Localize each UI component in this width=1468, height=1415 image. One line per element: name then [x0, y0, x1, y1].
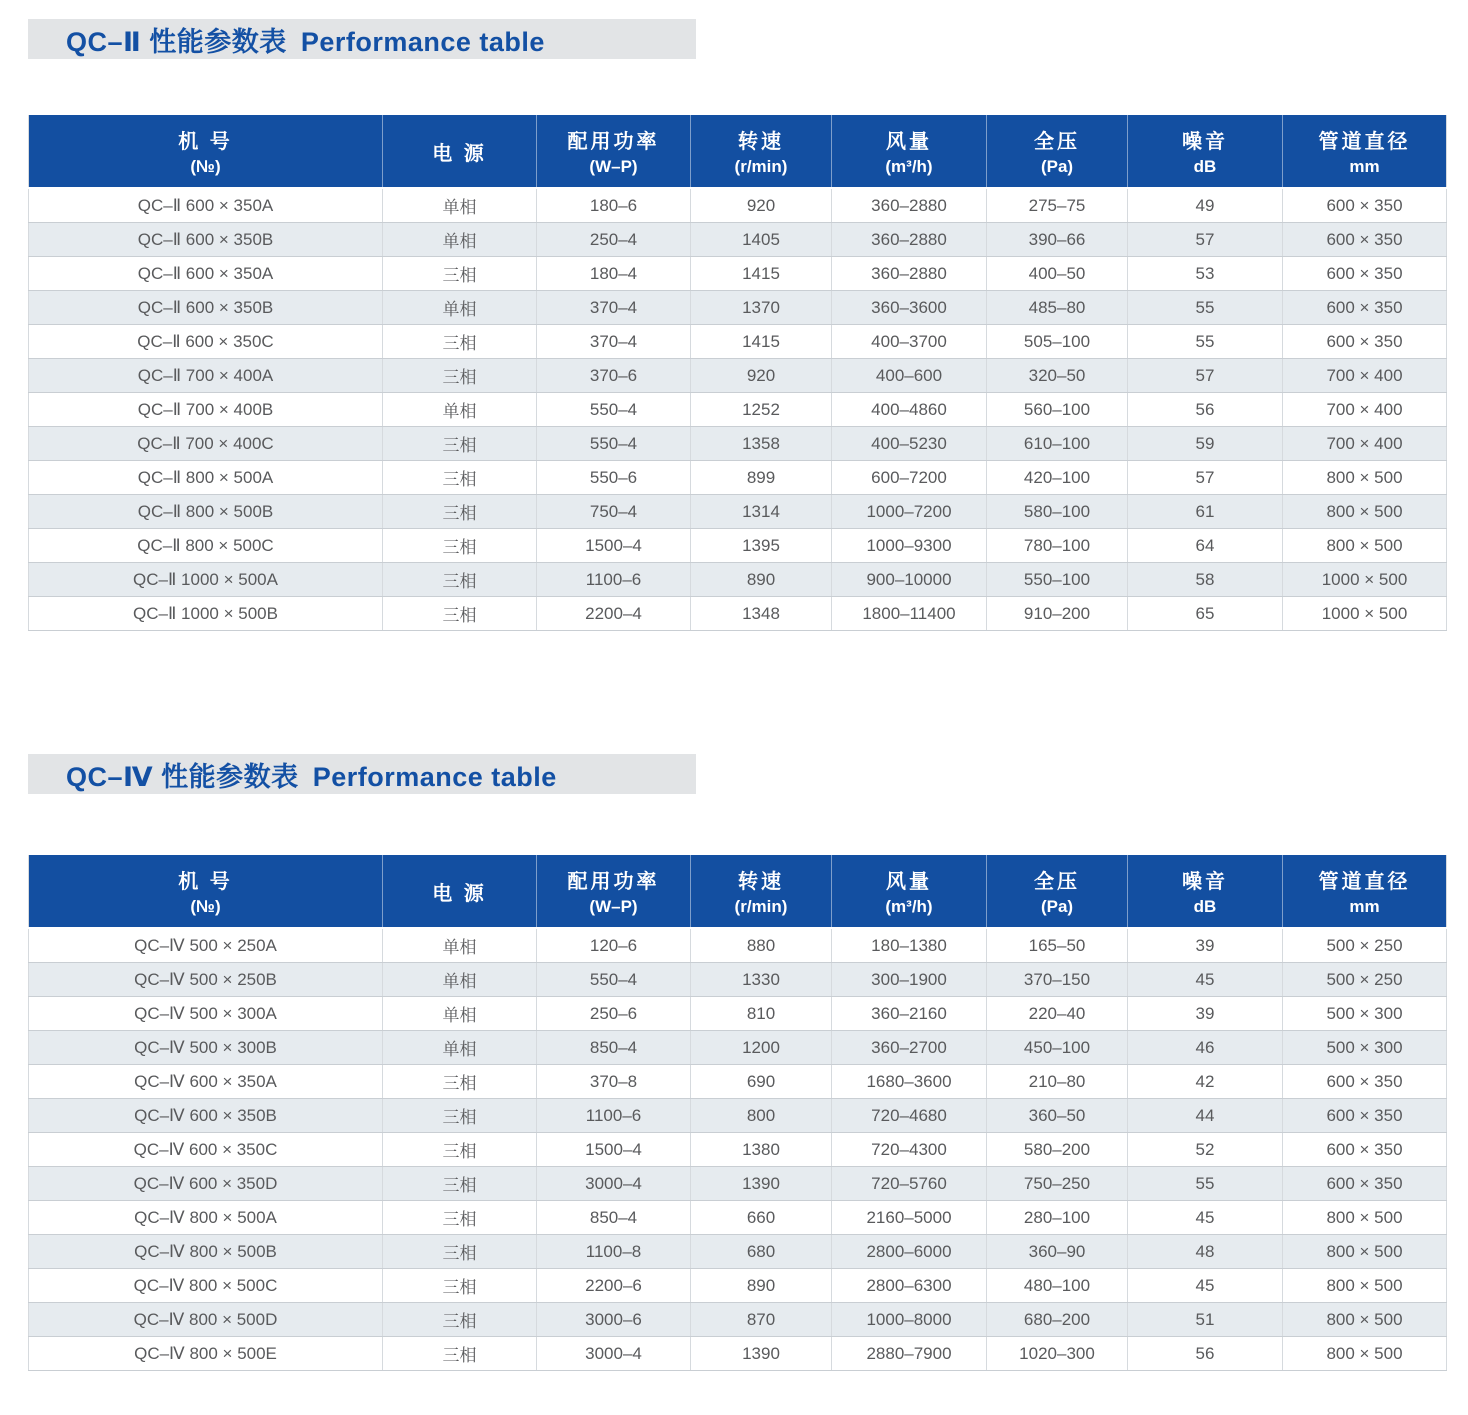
table-cell: QC–Ⅳ 800 × 500C	[29, 1269, 383, 1303]
table-row	[29, 928, 1447, 963]
table-cell: 单相	[383, 997, 537, 1031]
table-cell: 3000–4	[537, 1167, 691, 1201]
table-cell: 450–100	[987, 1031, 1128, 1065]
table-row	[29, 188, 1447, 223]
table-cell: 370–4	[537, 325, 691, 359]
table-cell: 250–4	[537, 223, 691, 257]
table-cell: 180–1380	[832, 928, 987, 963]
column-header: 配用功率 (W–P)	[537, 855, 691, 928]
table-cell: 49	[1128, 188, 1283, 223]
table-cell: 600 × 350	[1283, 325, 1447, 359]
table-cell: 1390	[691, 1337, 832, 1371]
column-header: 全压 (Pa)	[987, 855, 1128, 928]
table-cell: 360–3600	[832, 291, 987, 325]
table-cell: QC–Ⅳ 600 × 350C	[29, 1133, 383, 1167]
table-cell: QC–Ⅱ 1000 × 500A	[29, 563, 383, 597]
table-cell: 580–200	[987, 1133, 1128, 1167]
performance-table-qc4	[28, 855, 1447, 1371]
table-row	[29, 1235, 1447, 1269]
table-cell: 44	[1128, 1099, 1283, 1133]
table-cell: 1370	[691, 291, 832, 325]
table-row	[29, 963, 1447, 997]
table-cell: 三相	[383, 529, 537, 563]
table-cell: 52	[1128, 1133, 1283, 1167]
table-row	[29, 1269, 1447, 1303]
table-cell: QC–Ⅳ 800 × 500D	[29, 1303, 383, 1337]
table-cell: QC–Ⅱ 600 × 350A	[29, 257, 383, 291]
table-cell: QC–Ⅳ 500 × 250B	[29, 963, 383, 997]
table-cell: 720–5760	[832, 1167, 987, 1201]
table-cell: QC–Ⅱ 1000 × 500B	[29, 597, 383, 631]
table-cell: 800 × 500	[1283, 1303, 1447, 1337]
table-cell: 2200–6	[537, 1269, 691, 1303]
table-cell: 360–2880	[832, 257, 987, 291]
table-cell: 三相	[383, 1099, 537, 1133]
table-cell: QC–Ⅳ 800 × 500B	[29, 1235, 383, 1269]
table-cell: QC–Ⅱ 600 × 350B	[29, 223, 383, 257]
table-cell: 370–8	[537, 1065, 691, 1099]
table-cell: 700 × 400	[1283, 359, 1447, 393]
table-cell: 3000–4	[537, 1337, 691, 1371]
table-cell: 1500–4	[537, 529, 691, 563]
table-cell: 1000 × 500	[1283, 563, 1447, 597]
table-cell: 1100–8	[537, 1235, 691, 1269]
table-cell: 400–50	[987, 257, 1128, 291]
table-cell: 680	[691, 1235, 832, 1269]
table-cell: 920	[691, 188, 832, 223]
table-cell: 1100–6	[537, 1099, 691, 1133]
table-cell: 600 × 350	[1283, 223, 1447, 257]
table-cell: 1380	[691, 1133, 832, 1167]
table-cell: 360–90	[987, 1235, 1128, 1269]
table-cell: 1415	[691, 257, 832, 291]
table-cell: 550–4	[537, 963, 691, 997]
table-cell: 390–66	[987, 223, 1128, 257]
table-cell: 400–5230	[832, 427, 987, 461]
table-cell: 51	[1128, 1303, 1283, 1337]
table-cell: 单相	[383, 291, 537, 325]
table-cell: 920	[691, 359, 832, 393]
table-cell: QC–Ⅱ 800 × 500C	[29, 529, 383, 563]
table-cell: 750–4	[537, 495, 691, 529]
column-header: 管道直径 mm	[1283, 115, 1447, 188]
table-cell: 275–75	[987, 188, 1128, 223]
table-cell: 580–100	[987, 495, 1128, 529]
section-title-qc4	[66, 755, 557, 794]
table-row	[29, 325, 1447, 359]
table-cell: 180–4	[537, 257, 691, 291]
column-header: 电 源	[383, 115, 537, 188]
table-cell: 600 × 350	[1283, 188, 1447, 223]
table-cell: 2160–5000	[832, 1201, 987, 1235]
table-cell: 单相	[383, 393, 537, 427]
table-cell: 42	[1128, 1065, 1283, 1099]
table-cell: 三相	[383, 427, 537, 461]
table-cell: 700 × 400	[1283, 393, 1447, 427]
table-cell: 870	[691, 1303, 832, 1337]
table-cell: 三相	[383, 325, 537, 359]
table-cell: 三相	[383, 1337, 537, 1371]
table-cell: 65	[1128, 597, 1283, 631]
table-cell: 120–6	[537, 928, 691, 963]
table-cell: QC–Ⅱ 700 × 400C	[29, 427, 383, 461]
table-cell: 单相	[383, 223, 537, 257]
table-row	[29, 393, 1447, 427]
table-cell: 1100–6	[537, 563, 691, 597]
table-cell: 39	[1128, 997, 1283, 1031]
table-cell: 600 × 350	[1283, 1167, 1447, 1201]
section-title-strip-qc2	[28, 19, 696, 59]
table-cell: 1200	[691, 1031, 832, 1065]
table-cell: 3000–6	[537, 1303, 691, 1337]
table-row	[29, 1303, 1447, 1337]
table-cell: QC–Ⅳ 800 × 500E	[29, 1337, 383, 1371]
table-row	[29, 1133, 1447, 1167]
table-cell: 2880–7900	[832, 1337, 987, 1371]
table-cell: 61	[1128, 495, 1283, 529]
table-cell: 800 × 500	[1283, 1269, 1447, 1303]
table-row	[29, 997, 1447, 1031]
section-title-cn: QC–Ⅱ 性能参数表	[66, 26, 287, 57]
table-cell: 800 × 500	[1283, 1201, 1447, 1235]
table-cell: 400–4860	[832, 393, 987, 427]
table-cell: QC–Ⅳ 500 × 250A	[29, 928, 383, 963]
table-cell: 三相	[383, 1235, 537, 1269]
column-header: 转速 (r/min)	[691, 855, 832, 928]
column-header: 管道直径 mm	[1283, 855, 1447, 928]
table-cell: 550–6	[537, 461, 691, 495]
table-cell: 800 × 500	[1283, 461, 1447, 495]
table-cell: 2200–4	[537, 597, 691, 631]
performance-table-qc2	[28, 115, 1447, 631]
table-row	[29, 1167, 1447, 1201]
table-cell: 1500–4	[537, 1133, 691, 1167]
table-row	[29, 1337, 1447, 1371]
table-cell: 56	[1128, 1337, 1283, 1371]
table-cell: QC–Ⅱ 600 × 350A	[29, 188, 383, 223]
table-cell: 890	[691, 1269, 832, 1303]
column-header: 噪音 dB	[1128, 855, 1283, 928]
table-body	[29, 188, 1447, 631]
table-row	[29, 1031, 1447, 1065]
section-title-strip-qc4	[28, 754, 696, 794]
column-header: 风量 (m³/h)	[832, 115, 987, 188]
table-cell: 1000 × 500	[1283, 597, 1447, 631]
table-cell: 750–250	[987, 1167, 1128, 1201]
table-cell: 600–7200	[832, 461, 987, 495]
table-cell: 三相	[383, 1201, 537, 1235]
column-header: 电 源	[383, 855, 537, 928]
table-cell: 560–100	[987, 393, 1128, 427]
table-cell: QC–Ⅱ 800 × 500A	[29, 461, 383, 495]
table-cell: 300–1900	[832, 963, 987, 997]
section-title-en: Performance table	[300, 26, 545, 57]
table-cell: 三相	[383, 1133, 537, 1167]
table-cell: 53	[1128, 257, 1283, 291]
table-cell: 485–80	[987, 291, 1128, 325]
table-cell: 780–100	[987, 529, 1128, 563]
column-header: 机 号 (№)	[29, 855, 383, 928]
table-cell: 720–4680	[832, 1099, 987, 1133]
table-cell: 单相	[383, 1031, 537, 1065]
table-cell: 45	[1128, 963, 1283, 997]
table-row	[29, 427, 1447, 461]
table-cell: 三相	[383, 1167, 537, 1201]
table-cell: 46	[1128, 1031, 1283, 1065]
table-body	[29, 928, 1447, 1371]
table-cell: 210–80	[987, 1065, 1128, 1099]
table-cell: 550–4	[537, 427, 691, 461]
table-cell: 660	[691, 1201, 832, 1235]
table-cell: 600 × 350	[1283, 291, 1447, 325]
table-cell: 1405	[691, 223, 832, 257]
table-cell: 850–4	[537, 1201, 691, 1235]
table-cell: 370–4	[537, 291, 691, 325]
table-cell: 58	[1128, 563, 1283, 597]
table-cell: 610–100	[987, 427, 1128, 461]
table-cell: 三相	[383, 359, 537, 393]
table-cell: 360–2160	[832, 997, 987, 1031]
table-cell: 500 × 250	[1283, 963, 1447, 997]
table-cell: 三相	[383, 563, 537, 597]
table-cell: QC–Ⅱ 600 × 350C	[29, 325, 383, 359]
table-cell: 690	[691, 1065, 832, 1099]
table-cell: 810	[691, 997, 832, 1031]
table-cell: 500 × 300	[1283, 997, 1447, 1031]
table-cell: 400–3700	[832, 325, 987, 359]
table-row	[29, 257, 1447, 291]
table-row	[29, 597, 1447, 631]
table-cell: QC–Ⅳ 600 × 350A	[29, 1065, 383, 1099]
table-cell: QC–Ⅳ 600 × 350B	[29, 1099, 383, 1133]
table-cell: QC–Ⅱ 700 × 400B	[29, 393, 383, 427]
table-cell: 890	[691, 563, 832, 597]
table-cell: 1000–9300	[832, 529, 987, 563]
table-cell: 480–100	[987, 1269, 1128, 1303]
column-header: 风量 (m³/h)	[832, 855, 987, 928]
table-cell: 850–4	[537, 1031, 691, 1065]
table-header	[29, 115, 1447, 188]
table-row	[29, 495, 1447, 529]
table-cell: QC–Ⅱ 800 × 500B	[29, 495, 383, 529]
table-cell: 280–100	[987, 1201, 1128, 1235]
table-cell: 800 × 500	[1283, 1337, 1447, 1371]
table-cell: 1680–3600	[832, 1065, 987, 1099]
table-cell: 单相	[383, 188, 537, 223]
table-cell: 三相	[383, 257, 537, 291]
table-cell: 700 × 400	[1283, 427, 1447, 461]
table-cell: 910–200	[987, 597, 1128, 631]
table-cell: 600 × 350	[1283, 257, 1447, 291]
table-cell: 1800–11400	[832, 597, 987, 631]
table-cell: QC–Ⅳ 600 × 350D	[29, 1167, 383, 1201]
table-cell: 320–50	[987, 359, 1128, 393]
table-cell: 500 × 300	[1283, 1031, 1447, 1065]
table-cell: 单相	[383, 928, 537, 963]
table-cell: 三相	[383, 1269, 537, 1303]
table-cell: 220–40	[987, 997, 1128, 1031]
section-title-cn: QC–Ⅳ 性能参数表	[66, 761, 299, 792]
table-cell: 57	[1128, 359, 1283, 393]
table-row	[29, 529, 1447, 563]
table-cell: 1390	[691, 1167, 832, 1201]
table-row	[29, 1065, 1447, 1099]
table-cell: 360–2700	[832, 1031, 987, 1065]
table-cell: 880	[691, 928, 832, 963]
table-row	[29, 563, 1447, 597]
table-cell: 360–2880	[832, 223, 987, 257]
table-row	[29, 359, 1447, 393]
table-cell: 360–2880	[832, 188, 987, 223]
section-title-en: Performance table	[312, 761, 557, 792]
column-header: 转速 (r/min)	[691, 115, 832, 188]
table-header	[29, 855, 1447, 928]
table-cell: 单相	[383, 963, 537, 997]
table-row	[29, 1099, 1447, 1133]
table-cell: 55	[1128, 325, 1283, 359]
table-cell: 1020–300	[987, 1337, 1128, 1371]
table-cell: 三相	[383, 1065, 537, 1099]
table-cell: 250–6	[537, 997, 691, 1031]
table-cell: 180–6	[537, 188, 691, 223]
table-cell: 800 × 500	[1283, 495, 1447, 529]
table-cell: 三相	[383, 461, 537, 495]
table-cell: 2800–6000	[832, 1235, 987, 1269]
table-row	[29, 1201, 1447, 1235]
table-cell: 550–4	[537, 393, 691, 427]
table-cell: 1348	[691, 597, 832, 631]
table-cell: 550–100	[987, 563, 1128, 597]
column-header: 配用功率 (W–P)	[537, 115, 691, 188]
table-cell: 420–100	[987, 461, 1128, 495]
table-cell: 900–10000	[832, 563, 987, 597]
table-cell: 55	[1128, 291, 1283, 325]
table-cell: 1314	[691, 495, 832, 529]
table-cell: 57	[1128, 461, 1283, 495]
table-cell: 56	[1128, 393, 1283, 427]
table-cell: 600 × 350	[1283, 1099, 1447, 1133]
table-cell: 600 × 350	[1283, 1133, 1447, 1167]
table-cell: 800 × 500	[1283, 529, 1447, 563]
table-cell: 360–50	[987, 1099, 1128, 1133]
table-cell: QC–Ⅳ 800 × 500A	[29, 1201, 383, 1235]
table-cell: 899	[691, 461, 832, 495]
table-cell: 720–4300	[832, 1133, 987, 1167]
table-cell: 1330	[691, 963, 832, 997]
table-cell: 三相	[383, 597, 537, 631]
table-cell: 600 × 350	[1283, 1065, 1447, 1099]
table-cell: 三相	[383, 1303, 537, 1337]
table-cell: 370–6	[537, 359, 691, 393]
table-cell: 505–100	[987, 325, 1128, 359]
table-cell: 59	[1128, 427, 1283, 461]
table-cell: 45	[1128, 1269, 1283, 1303]
table-cell: 2800–6300	[832, 1269, 987, 1303]
table-cell: 1000–7200	[832, 495, 987, 529]
table-cell: 1415	[691, 325, 832, 359]
table-row	[29, 291, 1447, 325]
table-cell: 800	[691, 1099, 832, 1133]
table-cell: 680–200	[987, 1303, 1128, 1337]
table-cell: 1000–8000	[832, 1303, 987, 1337]
table-cell: 500 × 250	[1283, 928, 1447, 963]
table-cell: 370–150	[987, 963, 1128, 997]
table-cell: 64	[1128, 529, 1283, 563]
table-cell: 165–50	[987, 928, 1128, 963]
table-cell: 55	[1128, 1167, 1283, 1201]
table-cell: 57	[1128, 223, 1283, 257]
table-row	[29, 223, 1447, 257]
table-cell: 1395	[691, 529, 832, 563]
table-cell: QC–Ⅱ 600 × 350B	[29, 291, 383, 325]
table-cell: 45	[1128, 1201, 1283, 1235]
column-header: 全压 (Pa)	[987, 115, 1128, 188]
table-cell: 48	[1128, 1235, 1283, 1269]
column-header: 机 号 (№)	[29, 115, 383, 188]
section-title-qc2	[66, 20, 545, 59]
table-cell: 三相	[383, 495, 537, 529]
table-cell: 1358	[691, 427, 832, 461]
table-row	[29, 461, 1447, 495]
table-cell: 400–600	[832, 359, 987, 393]
table-cell: QC–Ⅳ 500 × 300A	[29, 997, 383, 1031]
table-cell: QC–Ⅳ 500 × 300B	[29, 1031, 383, 1065]
table-cell: 800 × 500	[1283, 1235, 1447, 1269]
table-cell: 39	[1128, 928, 1283, 963]
table-cell: 1252	[691, 393, 832, 427]
table-cell: QC–Ⅱ 700 × 400A	[29, 359, 383, 393]
column-header: 噪音 dB	[1128, 115, 1283, 188]
